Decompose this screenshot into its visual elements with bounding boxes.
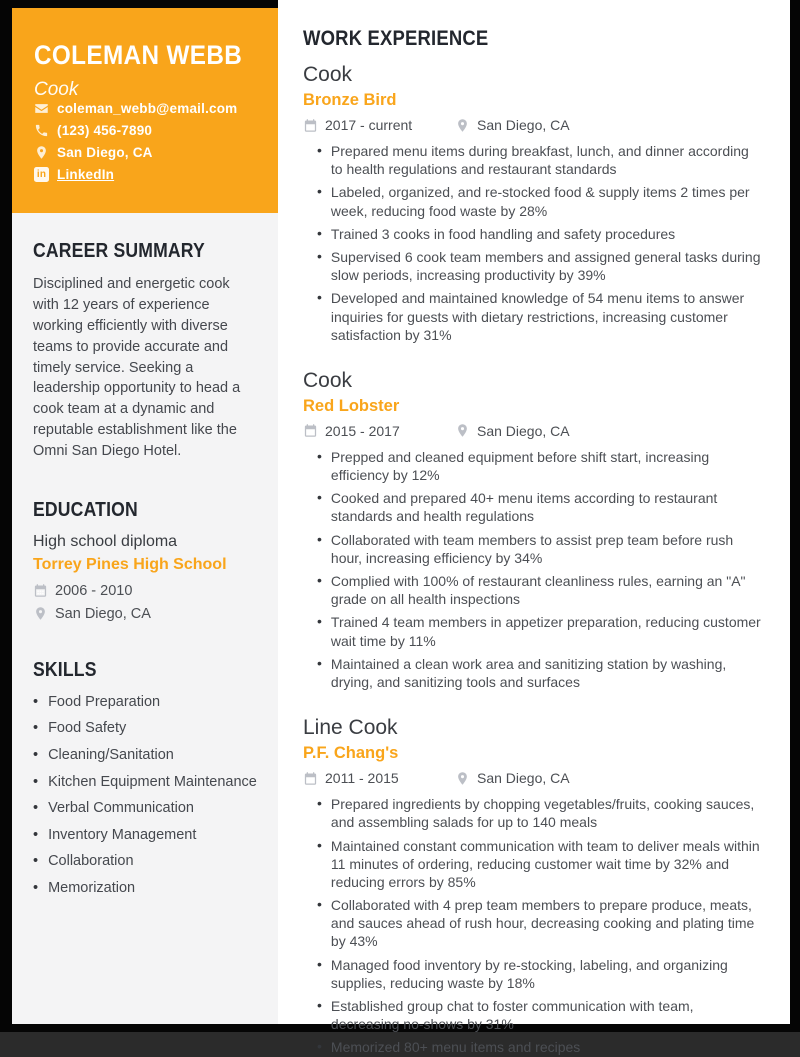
bullet-item: [317, 572, 764, 608]
bullet-item: [317, 142, 764, 178]
bullet-dot: •: [317, 289, 322, 306]
email-icon: [34, 101, 49, 116]
job-meta-row: [303, 770, 764, 786]
job-bullets: [303, 142, 764, 344]
bullet-text: Prepped and cleaned equipment before shift start, increasing efficiency by 12%: [330, 448, 710, 484]
job-location-group: [455, 770, 570, 786]
bullet-dot: •: [317, 224, 322, 241]
bullet-item: [317, 1038, 764, 1056]
job-dates-group: [303, 423, 455, 439]
job-location: San Diego, CA: [477, 117, 570, 133]
contact-list: [34, 101, 260, 182]
bullet-dot: •: [317, 489, 322, 506]
contact-email-text: coleman_webb@email.com: [57, 101, 238, 116]
skill-item: [33, 826, 258, 846]
skill-text: Inventory Management: [48, 826, 197, 843]
bullet-text: Supervised 6 cook team members and assigned general tasks during slow periods, increasing productivity by 39%: [330, 248, 761, 284]
bullet-item: [317, 225, 764, 243]
work-experience-heading: WORK EXPERIENCE: [303, 27, 489, 50]
company-name: P.F. Chang's: [303, 744, 399, 763]
bullet-dot: •: [317, 530, 322, 547]
job-bullets: [303, 448, 764, 691]
bullet-text: Prepared menu items during breakfast, lunch, and dinner according to health regulations and restaurant standards: [330, 143, 749, 178]
skills-list: [33, 693, 258, 899]
job-entry: [303, 369, 764, 691]
phone-icon: [34, 123, 49, 138]
bullet-item: [317, 183, 764, 219]
bullet-dot: •: [317, 955, 322, 972]
calendar-icon: [303, 423, 318, 438]
skill-text: Collaboration: [48, 853, 134, 870]
skill-text: Cleaning/Sanitation: [48, 747, 174, 763]
education-dates-row: [33, 583, 258, 599]
bullet-dot: •: [33, 693, 39, 710]
education-degree: High school diploma: [33, 532, 178, 550]
job-title: Line Cook: [303, 716, 398, 740]
location-pin-icon: [455, 771, 470, 786]
education-location-row: [33, 606, 258, 622]
education-section: [33, 499, 258, 622]
bullet-text: Memorized 80+ menu items and recipes: [330, 1039, 581, 1056]
bullet-dot: •: [317, 896, 322, 913]
job-meta-row: [303, 423, 764, 439]
bullet-dot: •: [317, 183, 322, 200]
contact-phone-text: (123) 456-7890: [57, 123, 153, 138]
calendar-icon: [33, 583, 48, 598]
bullet-text: Collaborated with 4 prep team members to prepare produce, meats, and sauces ahead of rush hour, decreasing cooking and plating time by 43%: [330, 897, 755, 950]
bullet-dot: •: [317, 654, 322, 671]
skill-text: Verbal Communication: [48, 800, 194, 817]
job-dates-group: [303, 770, 455, 786]
job-dates: 2015 - 2017: [325, 422, 400, 439]
skill-text: Kitchen Equipment Maintenance: [48, 773, 257, 790]
job-location-group: [455, 117, 570, 133]
skill-item: [33, 773, 258, 793]
identity-header: [12, 8, 278, 213]
bullet-dot: •: [33, 879, 39, 896]
candidate-job-title: Cook: [34, 79, 79, 100]
bullet-dot: •: [317, 142, 322, 158]
bullet-item: [317, 956, 764, 992]
skill-item: [33, 719, 258, 739]
bullet-dot: •: [33, 773, 39, 790]
career-summary-section: [33, 240, 258, 462]
education-dates: 2006 - 2010: [55, 582, 133, 599]
career-summary-text: Disciplined and energetic cook with 12 years of experience working efficiently with diverse teams to provide accurate and timely service. Seeking a leadership opportunity to head a cook team at a dynamic and reputable establishment like the Omni San Diego Hotel.: [33, 276, 241, 459]
bullet-item: [317, 531, 764, 567]
education-school: Torrey Pines High School: [33, 555, 227, 573]
bullet-item: [317, 655, 764, 691]
bullet-item: [317, 289, 764, 344]
calendar-icon: [303, 118, 318, 133]
linkedin-icon: in: [34, 167, 49, 182]
skill-item: [33, 746, 258, 766]
job-entry: [303, 716, 764, 1056]
job-meta-row: [303, 117, 764, 133]
bullet-text: Collaborated with team members to assist prep team before rush hour, increasing efficiency by 34%: [330, 531, 734, 566]
calendar-icon: [303, 771, 318, 786]
skill-item: [33, 852, 258, 872]
skill-text: Food Preparation: [48, 693, 161, 710]
skill-item: [33, 693, 258, 713]
location-pin-icon: [455, 118, 470, 133]
job-title: Cook: [303, 368, 353, 392]
job-location: San Diego, CA: [477, 422, 570, 439]
job-bullets: [303, 795, 764, 1056]
sidebar: [12, 8, 278, 1024]
skill-text: Food Safety: [48, 720, 127, 737]
contact-phone: [34, 123, 260, 138]
job-location: San Diego, CA: [477, 770, 570, 787]
bullet-dot: •: [33, 826, 39, 843]
contact-email: [34, 101, 260, 116]
bullet-item: [317, 837, 764, 892]
bullet-item: [317, 997, 764, 1033]
contact-linkedin: [34, 167, 260, 182]
bullet-text: Prepared ingredients by chopping vegetables/fruits, cooking sauces, and assembling salads for up to 140 meals: [330, 796, 755, 831]
linkedin-link[interactable]: LinkedIn: [57, 167, 115, 182]
location-icon: [34, 145, 49, 160]
bullet-text: Maintained constant communication with team to deliver meals within 11 minutes of ordering, reducing customer wait time by 32% and reducing errors by 85%: [330, 837, 760, 890]
bullet-item: [317, 248, 764, 284]
bullet-item: [317, 448, 764, 484]
bullet-item: [317, 795, 764, 831]
skill-text: Memorization: [48, 879, 136, 896]
bullet-dot: •: [33, 800, 39, 817]
job-location-group: [455, 423, 570, 439]
candidate-name: COLEMAN WEBB: [34, 40, 243, 70]
bullet-item: [317, 613, 764, 649]
company-name: Red Lobster: [303, 396, 400, 415]
sidebar-body: [12, 213, 278, 1024]
job-dates: 2017 - current: [325, 117, 413, 133]
contact-location: [34, 145, 260, 160]
bullet-text: Labeled, organized, and re-stocked food & supply items 2 times per week, reducing food waste by 28%: [330, 184, 750, 219]
bullet-text: Trained 4 team members in appetizer preparation, reducing customer wait time by 11%: [330, 614, 761, 649]
job-dates: 2011 - 2015: [325, 770, 399, 787]
education-location: San Diego, CA: [55, 605, 151, 622]
bullet-dot: •: [317, 247, 322, 264]
skill-item: [33, 879, 258, 899]
bullet-dot: •: [317, 613, 322, 630]
career-summary-heading: CAREER SUMMARY: [33, 240, 205, 262]
job-title: Cook: [303, 63, 353, 86]
skills-heading: SKILLS: [33, 658, 97, 681]
bullet-text: Maintained a clean work area and sanitizing station by washing, drying, and sanitizing tools and surfaces: [330, 655, 727, 690]
job-entry: [303, 63, 764, 344]
main-column: [278, 0, 790, 1056]
bullet-text: Established group chat to foster communication with team, decreasing no-shows by 31%: [330, 998, 694, 1033]
bullet-dot: •: [317, 447, 322, 464]
bullet-item: [317, 489, 764, 525]
bullet-text: Cooked and prepared 40+ menu items according to restaurant standards and health regulations: [330, 490, 718, 525]
bullet-text: Managed food inventory by re-stocking, labeling, and organizing supplies, reducing waste by 18%: [330, 956, 728, 991]
bullet-dot: •: [33, 853, 39, 870]
bullet-dot: •: [317, 572, 322, 588]
job-dates-group: [303, 117, 455, 133]
bullet-dot: •: [317, 1038, 322, 1055]
bullet-dot: •: [317, 795, 322, 812]
location-pin-icon: [33, 606, 48, 621]
skill-item: [33, 799, 258, 819]
contact-location-text: San Diego, CA: [57, 145, 153, 160]
bullet-dot: •: [33, 720, 39, 737]
company-name: Bronze Bird: [303, 91, 397, 109]
location-pin-icon: [455, 423, 470, 438]
bullet-text: Developed and maintained knowledge of 54 menu items to answer inquiries for guests with dietary restrictions, increasing customer satisfaction by 31%: [330, 290, 745, 343]
bullet-item: [317, 896, 764, 951]
bullet-dot: •: [317, 836, 322, 853]
education-heading: EDUCATION: [33, 498, 138, 521]
bullet-text: Trained 3 cooks in food handling and safety procedures: [330, 225, 676, 242]
bullet-dot: •: [33, 747, 39, 763]
skills-section: [33, 659, 258, 899]
bullet-text: Complied with 100% of restaurant cleanliness rules, earning an "A" grade on all health inspections: [330, 573, 746, 608]
bullet-dot: •: [317, 997, 322, 1013]
